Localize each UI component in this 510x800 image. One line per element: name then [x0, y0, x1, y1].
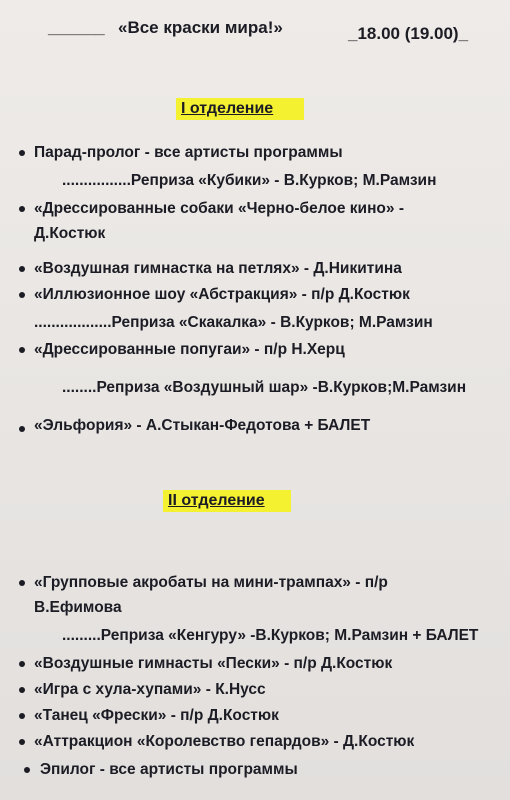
list-item: «Дрессированные попугаи» - п/р Н.Херц — [34, 341, 345, 358]
reprise-line: .........Реприза «Кенгуру» -В.Курков; М.Рамзин + БАЛЕТ — [62, 627, 479, 644]
list-item: Парад-пролог - все артисты программы — [34, 144, 343, 161]
list-item: «Дрессированные собаки «Черно-белое кино» - — [34, 200, 404, 217]
list-item: «Танец «Фрески» - п/р Д.Костюк — [34, 707, 279, 724]
show-title: «Все краски мира!» — [118, 18, 283, 37]
bullet — [24, 767, 30, 773]
section-2-heading: II отделение — [168, 492, 265, 509]
bullet — [19, 713, 25, 719]
list-item: «Иллюзионное шоу «Абстракция» - п/р Д.Костюк — [34, 286, 410, 303]
bullet — [19, 426, 25, 432]
bullet — [19, 661, 25, 667]
list-item: «Групповые акробаты на мини-трампах» - п/р — [34, 574, 388, 591]
list-item: Эпилог - все артисты программы — [40, 761, 298, 778]
list-item-continuation: В.Ефимова — [34, 599, 122, 616]
reprise-line: ..................Реприза «Скакалка» - В.Курков; М.Рамзин — [34, 314, 433, 331]
bullet — [19, 687, 25, 693]
reprise-line: ................Реприза «Кубики» - В.Курков; М.Рамзин — [62, 172, 437, 189]
list-item: «Аттракцион «Королевство гепардов» - Д.Костюк — [34, 733, 415, 750]
bullet — [19, 150, 25, 156]
reprise-line: ........Реприза «Воздушный шар» -В.Курков;М.Рамзин — [62, 379, 467, 396]
list-item-continuation: Д.Костюк — [34, 225, 106, 242]
title-blank-line: ______ — [48, 18, 105, 37]
show-time: _18.00 (19.00)_ — [348, 24, 469, 43]
list-item: «Воздушная гимнастка на петлях» - Д.Никитина — [34, 260, 402, 277]
list-item: «Эльфория» - А.Стыкан-Федотова + БАЛЕТ — [34, 417, 371, 434]
bullet — [19, 347, 25, 353]
section-1-heading: I отделение — [181, 100, 274, 117]
list-item: «Воздушные гимнасты «Пески» - п/р Д.Костюк — [34, 655, 393, 672]
bullet — [19, 739, 25, 745]
list-item: «Игра с хула-хупами» - К.Нусс — [34, 681, 266, 698]
bullet — [19, 266, 25, 272]
bullet — [19, 580, 25, 586]
bullet — [19, 206, 25, 212]
bullet — [19, 292, 25, 298]
